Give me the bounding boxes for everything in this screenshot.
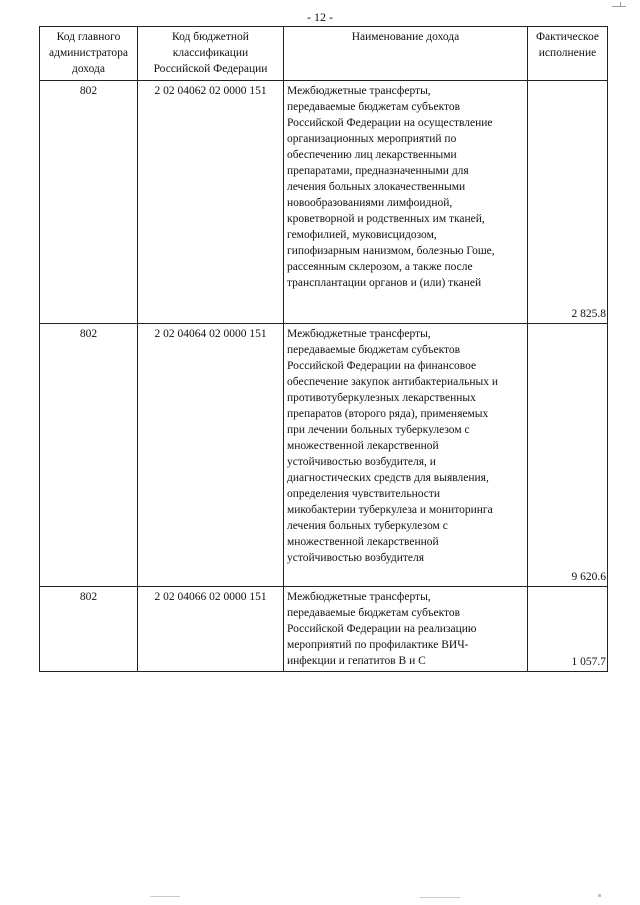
scan-artifact <box>598 894 601 897</box>
budget-code-cell: 2 02 04062 02 0000 151 <box>138 81 284 324</box>
budget-code-cell: 2 02 04066 02 0000 151 <box>138 587 284 672</box>
table-row <box>40 587 608 672</box>
admin-code-cell: 802 <box>40 81 138 324</box>
revenue-table <box>39 26 608 672</box>
table-header-row <box>40 27 608 81</box>
header-revenue-name: Наименование дохода <box>284 27 528 81</box>
revenue-name-cell: Межбюджетные трансферты, передаваемые бюджетам субъектов Российской Федерации на финансовое обеспечение закупок антибактериальных и противотуберкулезных лекарственных препаратов (второго ряда), применяемых при лечении больных туберкулезом с множественной лекарственной устойчивостью возбудителя, и диагностических средств для выявления, определения чувствительности микобактерии туберкулеза и мониторинга лечения больных туберкулезом с множественной лекарственной устойчивостью возбудителя <box>284 324 528 587</box>
table-row <box>40 324 608 587</box>
admin-code-cell: 802 <box>40 324 138 587</box>
header-admin-code: Код главного администратора дохода <box>40 27 138 81</box>
revenue-name-cell: Межбюджетные трансферты, передаваемые бюджетам субъектов Российской Федерации на осуществление организационных мероприятий по обеспечению лиц лекарственными препаратами, предназначенными для лечения больных злокачественными новообразованиями лимфоидной, кроветворной и родственных им тканей, гемофилией, муковисцидозом, гипофизарным нанизмом, болезнью Гоше, рассеянным склерозом, а также после трансплантации органов и (или) тканей <box>284 81 528 324</box>
header-actual-amount: Фактическое исполнение <box>528 27 608 81</box>
amount-cell: 1 057.7 <box>528 587 608 672</box>
page-number: - 12 - <box>307 10 333 24</box>
budget-code-cell: 2 02 04064 02 0000 151 <box>138 324 284 587</box>
header-budget-code: Код бюджетной классификации Российской Федерации <box>138 27 284 81</box>
scan-artifact <box>150 896 180 897</box>
scan-artifact <box>620 2 621 6</box>
amount-cell: 2 825.8 <box>528 81 608 324</box>
admin-code-cell: 802 <box>40 587 138 672</box>
scan-artifact <box>612 6 626 7</box>
revenue-name-cell: Межбюджетные трансферты, передаваемые бюджетам субъектов Российской Федерации на реализацию мероприятий по профилактике ВИЧ- инфекции и гепатитов В и С <box>284 587 528 672</box>
amount-cell: 9 620.6 <box>528 324 608 587</box>
table-row <box>40 81 608 324</box>
scan-artifact <box>420 897 460 898</box>
